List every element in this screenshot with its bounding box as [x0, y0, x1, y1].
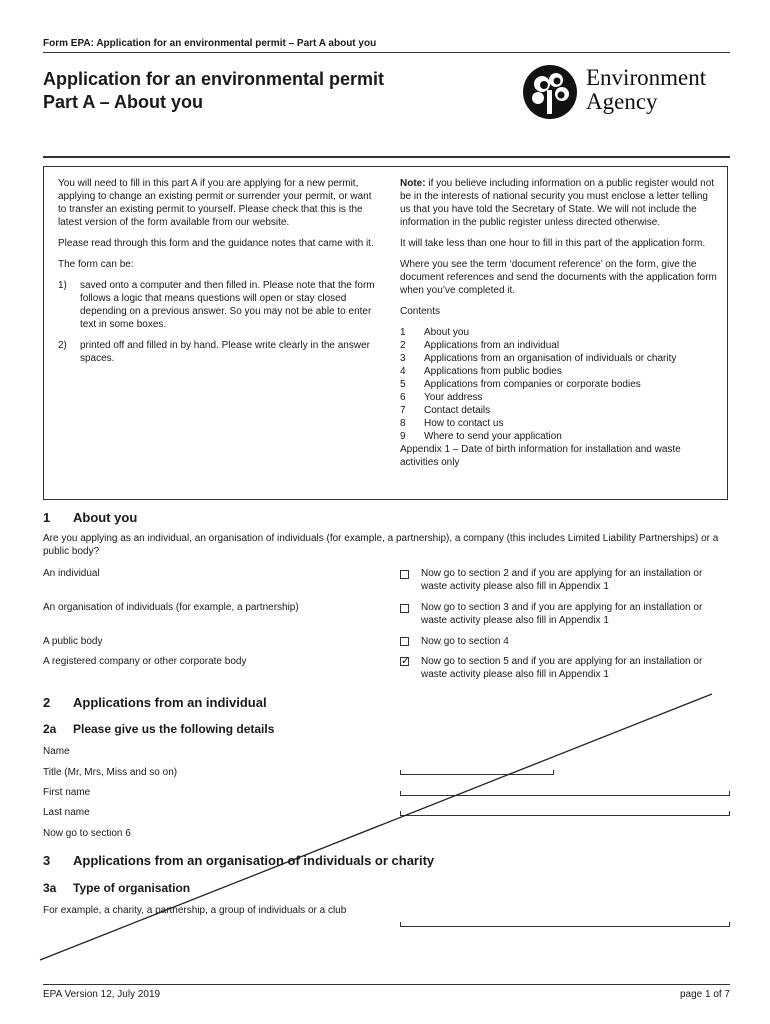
first-name-label: First name — [43, 787, 91, 798]
intro-paragraph-1: You will need to fill in this part A if you are applying for a new permit, applying to change an existing permit or surrender your permit, or want to transfer an existing permit to yourself. Please check that this is the latest version of the form available from our website. — [58, 178, 372, 228]
subsection-number: 2a — [43, 722, 57, 736]
contents-text: About you — [424, 327, 470, 338]
subsection-number: 3a — [43, 881, 57, 895]
option-label: An individual — [43, 568, 100, 579]
contents-text: Applications from an individual — [424, 340, 560, 351]
subsection-title: Type of organisation — [73, 881, 191, 895]
contents-number: 1 — [400, 327, 406, 338]
list-item-text: saved onto a computer and then filled in. Please note that the form follows a logic that means questions will open or stay closed depending on a previous answer. So you may not be able to enter text in some boxes. — [80, 280, 375, 330]
note-text: if you believe including information on a public register would not be in the interests of national security you must enclose a letter telling us that you have told the Secretary of State. We will not include the information in the public register unless directed otherwise. — [400, 178, 715, 228]
list-item-number: 1) — [58, 280, 67, 291]
goto-instruction: Now go to section 6 — [43, 828, 131, 839]
intro-paragraph-3: The form can be: — [58, 259, 134, 270]
option-instruction: Now go to section 3 and if you are applying for an installation or waste activity please also fill in Appendix 1 — [421, 602, 703, 626]
section-title: Applications from an individual — [73, 695, 267, 710]
contents-number: 6 — [400, 392, 406, 403]
title-label: Title (Mr, Mrs, Miss and so on) — [43, 767, 178, 778]
form-header: Form EPA: Application for an environmental permit – Part A about you — [43, 38, 377, 49]
contents-text: Contact details — [424, 405, 491, 416]
title-line-2: Part A – About you — [43, 92, 204, 112]
contents-number: 2 — [400, 340, 406, 351]
contents-number: 4 — [400, 366, 406, 377]
option-label: A public body — [43, 636, 103, 647]
contents-text: Your address — [424, 392, 483, 403]
time-paragraph: It will take less than one hour to fill in this part of the application form. — [400, 238, 706, 249]
option-instruction: Now go to section 4 — [421, 636, 509, 647]
contents-text: Where to send your application — [424, 431, 562, 442]
list-item-text: printed off and filled in by hand. Please write clearly in the answer spaces. — [80, 340, 370, 364]
footer-page-number: page 1 of 7 — [679, 989, 730, 1000]
option-instruction: Now go to section 2 and if you are applying for an installation or waste activity please also fill in Appendix 1 — [421, 568, 703, 592]
contents-number: 8 — [400, 418, 406, 429]
logo-line-2: Agency — [586, 89, 658, 114]
section-number: 3 — [43, 853, 51, 868]
section-title: About you — [73, 510, 138, 525]
option-label: An organisation of individuals (for example, a partnership) — [43, 602, 299, 613]
contents-heading: Contents — [400, 306, 441, 317]
contents-appendix: Appendix 1 – Date of birth information for installation and waste activities only — [400, 444, 681, 468]
last-name-label: Last name — [43, 807, 90, 818]
section-number: 1 — [43, 510, 51, 525]
contents-number: 3 — [400, 353, 406, 364]
document-reference-paragraph: Where you see the term ‘document reference’ on the form, give the document references and send the documents with the application form when you’ve completed it. — [400, 259, 717, 296]
list-item-number: 2) — [58, 340, 67, 351]
section-1-question: Are you applying as an individual, an organisation of individuals (for example, a partnership), a company (this includes Limited Liability Partnerships) or a public body? — [43, 533, 719, 557]
contents-text: Applications from public bodies — [424, 366, 562, 377]
logo-line-1: Environment — [586, 65, 707, 90]
contents-number: 9 — [400, 431, 406, 442]
contents-number: 5 — [400, 379, 406, 390]
note-label: Note: — [400, 178, 426, 189]
contents-number: 7 — [400, 405, 406, 416]
intro-paragraph-2: Please read through this form and the guidance notes that came with it. — [58, 238, 374, 249]
organisation-type-example: For example, a charity, a partnership, a group of individuals or a club — [43, 905, 347, 916]
contents-text: How to contact us — [424, 418, 504, 429]
title-line-1: Application for an environmental permit — [43, 69, 385, 89]
footer-version: EPA Version 12, July 2019 — [43, 989, 161, 1000]
option-instruction: Now go to section 5 and if you are applying for an installation or waste activity please also fill in Appendix 1 — [421, 656, 703, 680]
section-title: Applications from an organisation of individuals or charity — [73, 853, 435, 868]
footer-divider — [43, 984, 730, 985]
subsection-title: Please give us the following details — [73, 722, 275, 736]
section-number: 2 — [43, 695, 51, 710]
contents-text: Applications from an organisation of individuals or charity — [424, 353, 677, 364]
name-label: Name — [43, 746, 70, 757]
contents-text: Applications from companies or corporate bodies — [424, 379, 641, 390]
option-label: A registered company or other corporate body — [43, 656, 247, 667]
